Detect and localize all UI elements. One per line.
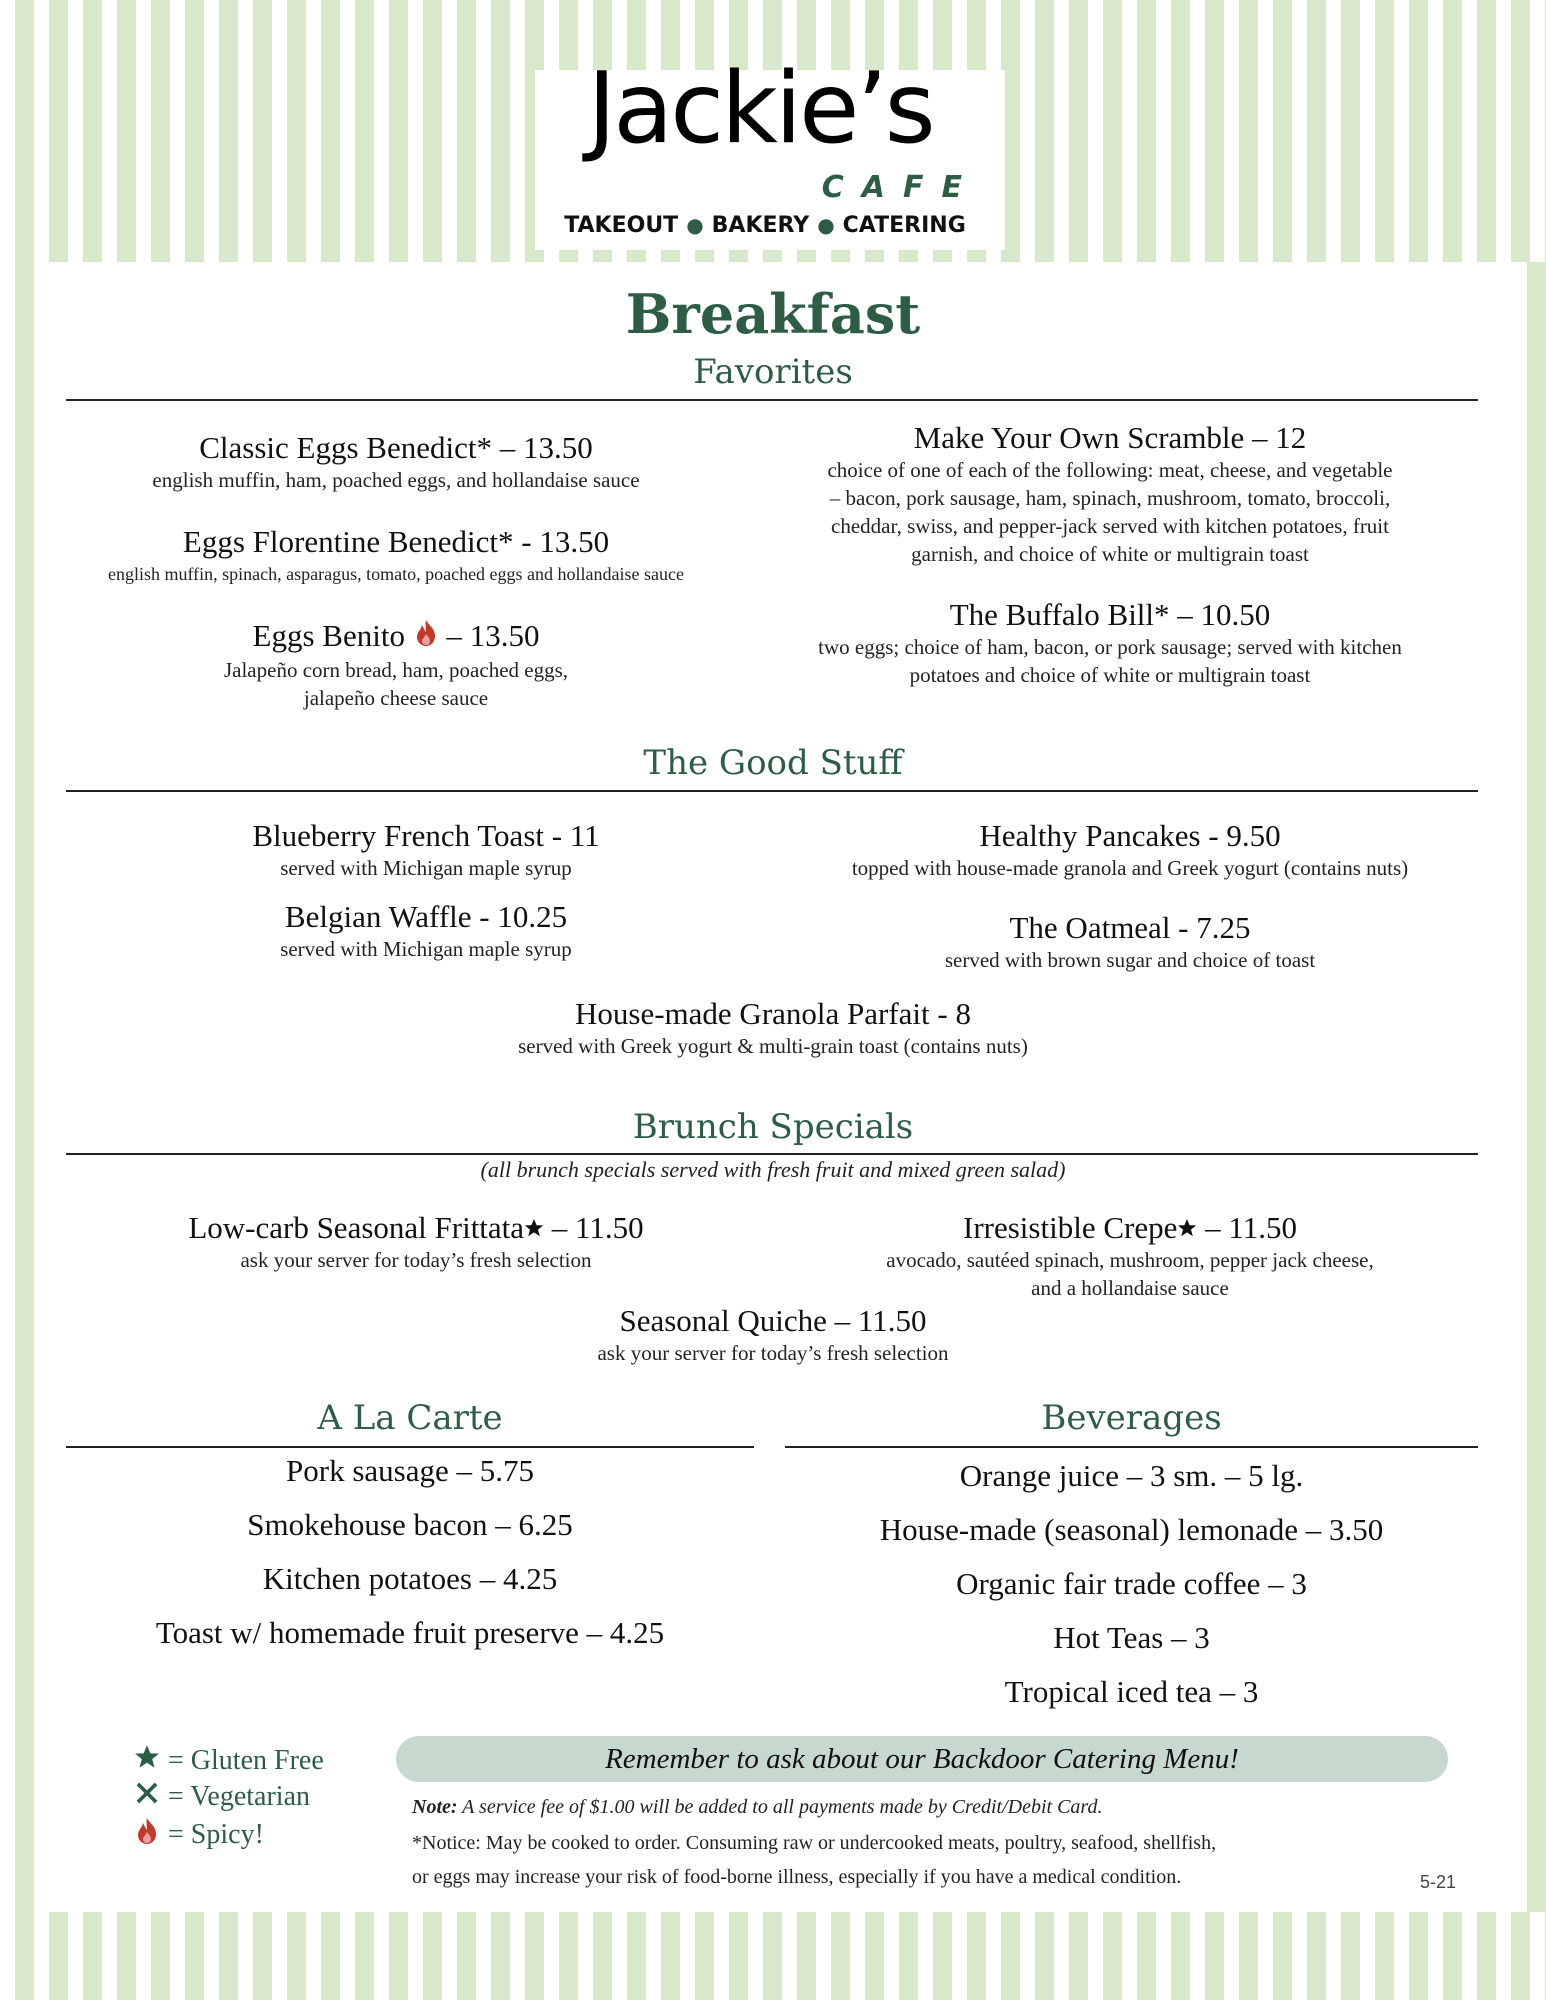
beverage-item: Orange juice – 3 sm. – 5 lg. [959,1458,1304,1493]
item-desc: ask your server for today’s fresh selection [240,1248,592,1272]
menu-item [56,618,736,712]
star-icon [134,1744,160,1778]
section-heading-good-stuff: The Good Stuff [643,743,903,783]
item-desc: jalapeño cheese sauce [303,686,489,710]
item-desc: served with Michigan maple syrup [280,856,572,880]
menu-item [76,899,776,963]
menu-item [770,420,1450,568]
item-desc: choice of one of each of the following: meat, cheese, and vegetable [827,458,1393,482]
menu-item [423,1303,1123,1367]
a-la-carte-item: Pork sausage – 5.75 [286,1453,534,1488]
bullet-icon: ● [817,213,835,237]
item-name: Make Your Own Scramble – 12 [913,420,1307,455]
item-desc: topped with house-made granola and Greek yogurt (contains nuts) [851,856,1409,880]
menu-item [780,818,1480,882]
item-desc: avocado, sautéed spinach, mushroom, pepper jack cheese, [886,1248,1374,1272]
notice-line-2: or eggs may increase your risk of food-borne illness, especially if you have a medical condition. [412,1866,1182,1888]
beverage-item: Tropical iced tea – 3 [1004,1674,1259,1709]
right-stripes [1512,262,1546,1912]
beverage-item: Organic fair trade coffee – 3 [956,1566,1307,1601]
star-icon [1177,1210,1197,1246]
brunch-note: (all brunch specials served with fresh fruit and mixed green salad) [480,1157,1066,1182]
item-name-part: Low-carb Seasonal Frittata [188,1210,525,1245]
item-desc: and a hollandaise sauce [1031,1276,1229,1300]
section-heading-favorites: Favorites [693,352,853,392]
menu-item [76,818,776,882]
tagline-bakery: BAKERY [711,213,810,238]
menu-item [56,430,736,494]
item-name: Blueberry French Toast - 11 [252,818,600,853]
item-desc: english muffin, ham, poached eggs, and hollandaise sauce [152,468,640,492]
logo-name: Jackie’s [587,52,933,166]
legend-label: = Vegetarian [168,1781,310,1812]
section-rule [66,1153,1478,1155]
item-name: Seasonal Quiche – 11.50 [619,1303,927,1338]
notice-line-1: *Notice: May be cooked to order. Consuming raw or undercooked meats, poultry, seafood, shellfish, [412,1832,1217,1854]
menu-item [780,910,1480,974]
section-heading-brunch: Brunch Specials [632,1107,914,1147]
legend-vegetarian [134,1780,310,1814]
menu-item [66,1210,766,1274]
menu-item [770,597,1450,689]
fee-note-text: A service fee of $1.00 will be added to all payments made by Credit/Debit Card. [457,1796,1103,1818]
a-la-carte-item: Smokehouse bacon – 6.25 [247,1507,573,1542]
item-desc: garnish, and choice of white or multigrain toast [911,542,1309,566]
item-desc: potatoes and choice of white or multigrain toast [909,663,1311,687]
fee-note [412,1796,1102,1819]
item-price: – 13.50 [446,618,540,653]
item-desc: – bacon, pork sausage, ham, spinach, mushroom, tomato, broccoli, [829,486,1391,510]
version-code: 5-21 [1420,1872,1457,1892]
flame-icon [413,618,439,656]
item-name: The Oatmeal - 7.25 [1009,910,1251,945]
left-stripes [0,262,34,1912]
item-price: – 11.50 [544,1210,644,1245]
legend-spicy [134,1816,264,1854]
star-icon [524,1210,544,1246]
bottom-stripes [0,1912,1546,2000]
legend-gluten-free [134,1744,324,1778]
item-name: Eggs Florentine Benedict* - 13.50 [182,524,610,559]
legend-label: = Spicy! [168,1819,264,1850]
tagline-takeout: TAKEOUT [564,213,679,238]
logo-cafe: CAFE [821,170,980,205]
bullet-icon: ● [686,213,704,237]
menu-item [373,996,1173,1060]
section-rule [66,1446,754,1448]
section-rule [785,1446,1478,1448]
section-heading-a-la-carte: A La Carte [317,1398,503,1438]
item-name-part: Irresistible Crepe [963,1210,1178,1245]
item-name [56,618,736,656]
section-rule [66,790,1478,792]
item-name: Classic Eggs Benedict* – 13.50 [199,430,593,465]
flame-icon [134,1816,160,1854]
menu-item [56,524,736,588]
cross-icon [134,1780,160,1814]
item-desc: served with brown sugar and choice of toast [944,948,1316,972]
item-name: Healthy Pancakes - 9.50 [979,818,1281,853]
a-la-carte-item: Toast w/ homemade fruit preserve – 4.25 [155,1615,665,1650]
item-desc: Jalapeño corn bread, ham, poached eggs, [223,658,569,682]
item-price: – 11.50 [1197,1210,1297,1245]
item-desc: english muffin, spinach, asparagus, tomato, poached eggs and hollandaise sauce [107,564,684,584]
section-heading-beverages: Beverages [1041,1398,1222,1438]
item-name [66,1210,766,1246]
item-desc: cheddar, swiss, and pepper-jack served with kitchen potatoes, fruit [831,514,1389,538]
catering-banner: Remember to ask about our Backdoor Catering Menu! [396,1736,1448,1782]
beverage-item: Hot Teas – 3 [1053,1620,1210,1655]
legend-label: = Gluten Free [168,1745,324,1776]
a-la-carte-item: Kitchen potatoes – 4.25 [262,1561,558,1596]
item-name-part: Eggs Benito [252,618,405,653]
menu-item [780,1210,1480,1302]
logo-tagline [530,213,1000,238]
beverage-item: House-made (seasonal) lemonade – 3.50 [879,1512,1384,1547]
item-desc: served with Greek yogurt & multi-grain toast (contains nuts) [518,1034,1028,1058]
item-name: House-made Granola Parfait - 8 [575,996,971,1031]
item-name: The Buffalo Bill* – 10.50 [949,597,1271,632]
tagline-catering: CATERING [842,213,966,238]
item-name [780,1210,1480,1246]
item-name: Belgian Waffle - 10.25 [284,899,568,934]
item-desc: served with Michigan maple syrup [280,937,572,961]
item-desc: ask your server for today’s fresh selection [597,1341,949,1365]
item-desc: two eggs; choice of ham, bacon, or pork sausage; served with kitchen [818,635,1402,659]
fee-note-label: Note: [412,1796,458,1818]
menu-title: Breakfast [625,282,921,346]
section-rule [66,399,1478,401]
